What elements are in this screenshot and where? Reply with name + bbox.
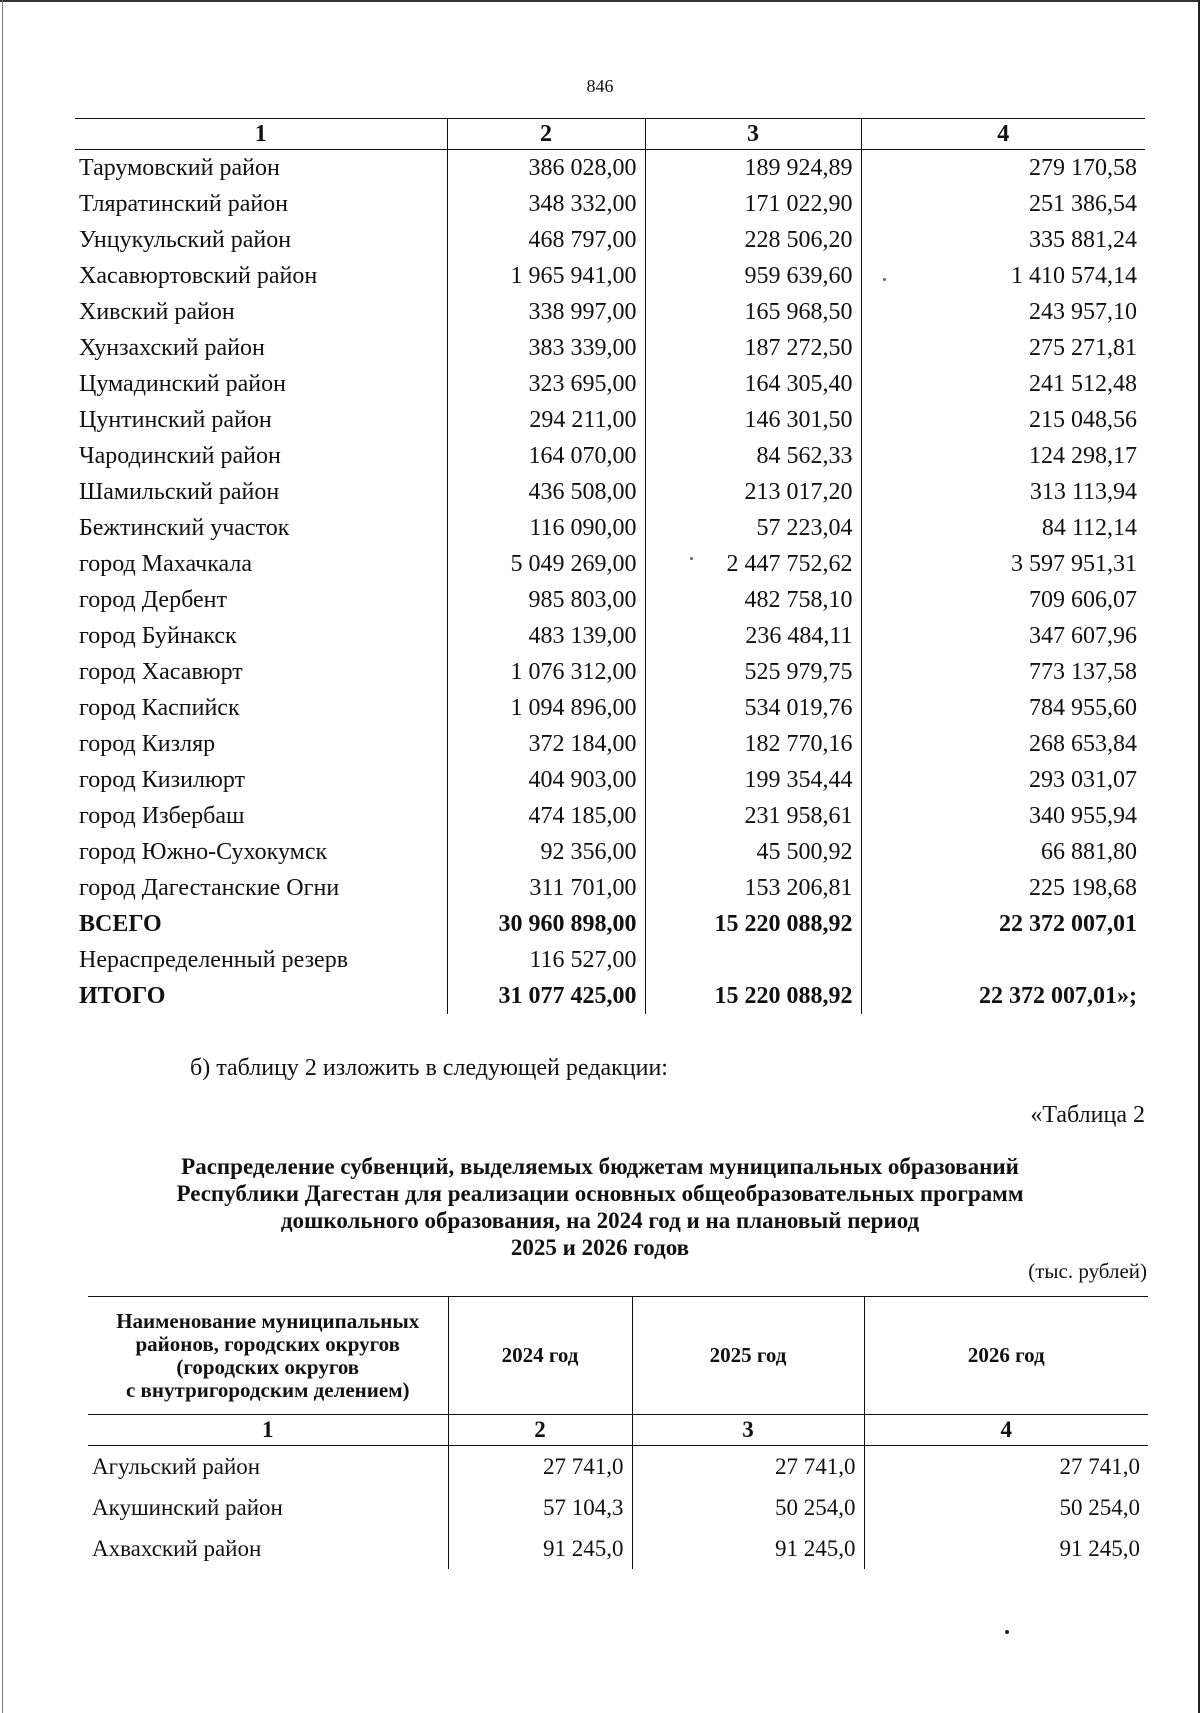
table-row: [88, 1487, 1148, 1528]
table2-title: [0, 1153, 1200, 1261]
value-col3: 165 968,50: [645, 294, 861, 330]
title-line: 2025 и 2026 годов: [510, 1235, 690, 1260]
table-row: [75, 798, 1145, 834]
value-col2: 386 028,00: [447, 150, 645, 187]
units-label: (тыс. рублей): [1028, 1259, 1147, 1283]
row-name: Цунтинский район: [79, 406, 272, 433]
value-col4: 3 597 951,31: [861, 546, 1145, 582]
value-col3: 57 223,04: [645, 510, 861, 546]
header-line: районов, городских округов: [135, 1331, 400, 1356]
value-col4: 279 170,58: [861, 150, 1145, 187]
column-number: 1: [75, 119, 447, 150]
value-col4: 313 113,94: [861, 474, 1145, 510]
value-col3: 15 220 088,92: [645, 906, 861, 942]
column-number: 1: [88, 1415, 448, 1446]
value-col3: 45 500,92: [645, 834, 861, 870]
value-col3: 199 354,44: [645, 762, 861, 798]
row-name: город Дагестанские Огни: [79, 874, 340, 901]
value-col3: 153 206,81: [645, 870, 861, 906]
title-line: дошкольного образования, на 2024 год и на плановый период: [280, 1208, 920, 1233]
value-col3: 525 979,75: [645, 654, 861, 690]
value-col4: 91 245,0: [864, 1528, 1148, 1569]
column-number: 3: [632, 1415, 864, 1446]
table-row: [75, 294, 1145, 330]
table1-body: [75, 150, 1145, 907]
value-col4: 340 955,94: [861, 798, 1145, 834]
value-col2: 985 803,00: [447, 582, 645, 618]
value-col4: 709 606,07: [861, 582, 1145, 618]
value-col3: 2 447 752,62: [645, 546, 861, 582]
value-col2: 311 701,00: [447, 870, 645, 906]
value-col2: 348 332,00: [447, 186, 645, 222]
value-col2: 468 797,00: [447, 222, 645, 258]
table-row: [75, 762, 1145, 798]
value-col4: 773 137,58: [861, 654, 1145, 690]
table-row: [75, 258, 1145, 294]
value-col2: 31 077 425,00: [447, 978, 645, 1014]
scan-edge-top: [0, 0, 1200, 2]
value-col4: 22 372 007,01»;: [861, 978, 1145, 1014]
row-name: город Хасавюрт: [79, 658, 243, 685]
table-row: [75, 366, 1145, 402]
value-col2: 1 965 941,00: [447, 258, 645, 294]
value-col2: 27 741,0: [448, 1446, 632, 1488]
value-col3: 482 758,10: [645, 582, 861, 618]
table-row: [75, 438, 1145, 474]
value-col2: 474 185,00: [447, 798, 645, 834]
header-year-2024: 2024 год: [448, 1297, 632, 1415]
row-name: Бежтинский участок: [79, 514, 290, 541]
row-name: ИТОГО: [79, 982, 166, 1009]
column-number-row: [75, 119, 1145, 150]
column-number: 4: [861, 119, 1145, 150]
value-col2: 294 211,00: [447, 402, 645, 438]
value-col4: 335 881,24: [861, 222, 1145, 258]
total-row: [75, 906, 1145, 942]
header-year-2026: 2026 год: [864, 1297, 1148, 1415]
value-col4: 1 410 574,14: [861, 258, 1145, 294]
row-name: Хасавюртовский район: [79, 262, 318, 289]
value-col4: 241 512,48: [861, 366, 1145, 402]
table-row: [75, 690, 1145, 726]
table-row: [75, 474, 1145, 510]
value-col2: 57 104,3: [448, 1487, 632, 1528]
row-name: Тарумовский район: [79, 154, 280, 181]
table-row: [75, 654, 1145, 690]
value-col4: [861, 942, 1145, 978]
row-name: ВСЕГО: [79, 910, 162, 937]
value-col3: 182 770,16: [645, 726, 861, 762]
value-col3: 189 924,89: [645, 150, 861, 187]
header-name-column: [88, 1297, 448, 1415]
scan-speck: [690, 557, 693, 560]
row-name: Унцукульский район: [79, 226, 292, 253]
value-col2: 338 997,00: [447, 294, 645, 330]
value-col4: 268 653,84: [861, 726, 1145, 762]
table-row: [75, 834, 1145, 870]
table-row: [75, 546, 1145, 582]
row-name: город Махачкала: [79, 550, 252, 577]
column-number: 2: [447, 119, 645, 150]
table-row: [88, 1446, 1148, 1488]
table-row: [75, 870, 1145, 906]
value-col3: 171 022,90: [645, 186, 861, 222]
row-name: Чародинский район: [79, 442, 281, 469]
value-col4: 50 254,0: [864, 1487, 1148, 1528]
value-col2: 92 356,00: [447, 834, 645, 870]
row-name: Хунзахский район: [79, 334, 265, 361]
title-line: Республики Дагестан для реализации основных общеобразовательных программ: [176, 1181, 1024, 1206]
column-number: 3: [645, 119, 861, 150]
value-col4: 124 298,17: [861, 438, 1145, 474]
row-name: Цумадинский район: [79, 370, 286, 397]
value-col4: 225 198,68: [861, 870, 1145, 906]
value-col3: 15 220 088,92: [645, 978, 861, 1014]
value-col3: 164 305,40: [645, 366, 861, 402]
table-row: [88, 1528, 1148, 1569]
value-col2: 116 527,00: [447, 942, 645, 978]
grand-total-row: [75, 978, 1145, 1014]
value-col4: 84 112,14: [861, 510, 1145, 546]
value-col2: 483 139,00: [447, 618, 645, 654]
value-col4: 66 881,80: [861, 834, 1145, 870]
column-number: 4: [864, 1415, 1148, 1446]
row-name: Ахвахский район: [92, 1535, 262, 1561]
row-name: Нераспределенный резерв: [79, 946, 349, 973]
row-name: город Южно-Сухокумск: [79, 838, 328, 865]
table-row: [75, 582, 1145, 618]
value-col3: 959 639,60: [645, 258, 861, 294]
value-col4: 784 955,60: [861, 690, 1145, 726]
value-col3: 27 741,0: [632, 1446, 864, 1488]
row-name: Тляратинский район: [79, 190, 289, 217]
table-row: [75, 222, 1145, 258]
value-col2: 372 184,00: [447, 726, 645, 762]
table-row: [75, 150, 1145, 187]
table-caption: «Таблица 2: [1030, 1102, 1145, 1128]
value-col3: 187 272,50: [645, 330, 861, 366]
value-col4: 215 048,56: [861, 402, 1145, 438]
table2-body: [88, 1446, 1148, 1570]
table-row: [75, 726, 1145, 762]
value-col2: 5 049 269,00: [447, 546, 645, 582]
value-col3: 91 245,0: [632, 1528, 864, 1569]
value-col4: 347 607,96: [861, 618, 1145, 654]
value-col2: 404 903,00: [447, 762, 645, 798]
table2-header-row: [88, 1297, 1148, 1415]
value-col2: 116 090,00: [447, 510, 645, 546]
scan-edge-left: [2, 0, 3, 1713]
value-col2: 1 094 896,00: [447, 690, 645, 726]
value-col4: 27 741,0: [864, 1446, 1148, 1488]
row-name: Акушинский район: [92, 1494, 283, 1520]
value-col2: 436 508,00: [447, 474, 645, 510]
row-name: город Кизилюрт: [79, 766, 246, 793]
value-col2: 383 339,00: [447, 330, 645, 366]
table-row: [75, 186, 1145, 222]
value-col4: 243 957,10: [861, 294, 1145, 330]
row-name: город Кизляр: [79, 730, 216, 757]
scan-speck: [883, 278, 886, 281]
value-col3: 534 019,76: [645, 690, 861, 726]
value-col3: 84 562,33: [645, 438, 861, 474]
value-col2: 1 076 312,00: [447, 654, 645, 690]
value-col3: 231 958,61: [645, 798, 861, 834]
value-col3: 50 254,0: [632, 1487, 864, 1528]
row-name: город Каспийск: [79, 694, 240, 721]
subvention-table-continued: [75, 118, 1145, 1014]
value-col3: [645, 942, 861, 978]
row-name: Агульский район: [92, 1453, 261, 1479]
row-name: город Буйнакск: [79, 622, 237, 649]
table-row: [75, 402, 1145, 438]
subvention-table-2: [88, 1296, 1148, 1569]
scan-speck: [1005, 1630, 1009, 1634]
table1-summary: [75, 906, 1145, 1014]
row-name: Шамильский район: [79, 478, 280, 505]
value-col3: 146 301,50: [645, 402, 861, 438]
column-number: 2: [448, 1415, 632, 1446]
header-line: (городских округов: [176, 1354, 360, 1379]
title-line: Распределение субвенций, выделяемых бюджетам муниципальных образований: [181, 1154, 1019, 1179]
row-name: Хивский район: [79, 298, 235, 325]
value-col3: 213 017,20: [645, 474, 861, 510]
value-col4: 251 386,54: [861, 186, 1145, 222]
column-number-row: [88, 1415, 1148, 1446]
value-col3: 228 506,20: [645, 222, 861, 258]
table-row: [75, 618, 1145, 654]
value-col2: 91 245,0: [448, 1528, 632, 1569]
header-year-2025: 2025 год: [632, 1297, 864, 1415]
value-col2: 30 960 898,00: [447, 906, 645, 942]
table-row: [75, 510, 1145, 546]
reserve-row: [75, 942, 1145, 978]
value-col4: 293 031,07: [861, 762, 1145, 798]
header-line: Наименование муниципальных: [116, 1308, 420, 1333]
row-name: город Избербаш: [79, 802, 245, 829]
value-col2: 323 695,00: [447, 366, 645, 402]
table-row: [75, 330, 1145, 366]
row-name: город Дербент: [79, 586, 227, 613]
value-col4: 275 271,81: [861, 330, 1145, 366]
amendment-paragraph: б) таблицу 2 изложить в следующей редакции:: [190, 1055, 668, 1081]
value-col3: 236 484,11: [645, 618, 861, 654]
value-col2: 164 070,00: [447, 438, 645, 474]
header-line: с внутригородским делением): [125, 1377, 410, 1402]
value-col4: 22 372 007,01: [861, 906, 1145, 942]
page-number: 846: [586, 76, 614, 96]
